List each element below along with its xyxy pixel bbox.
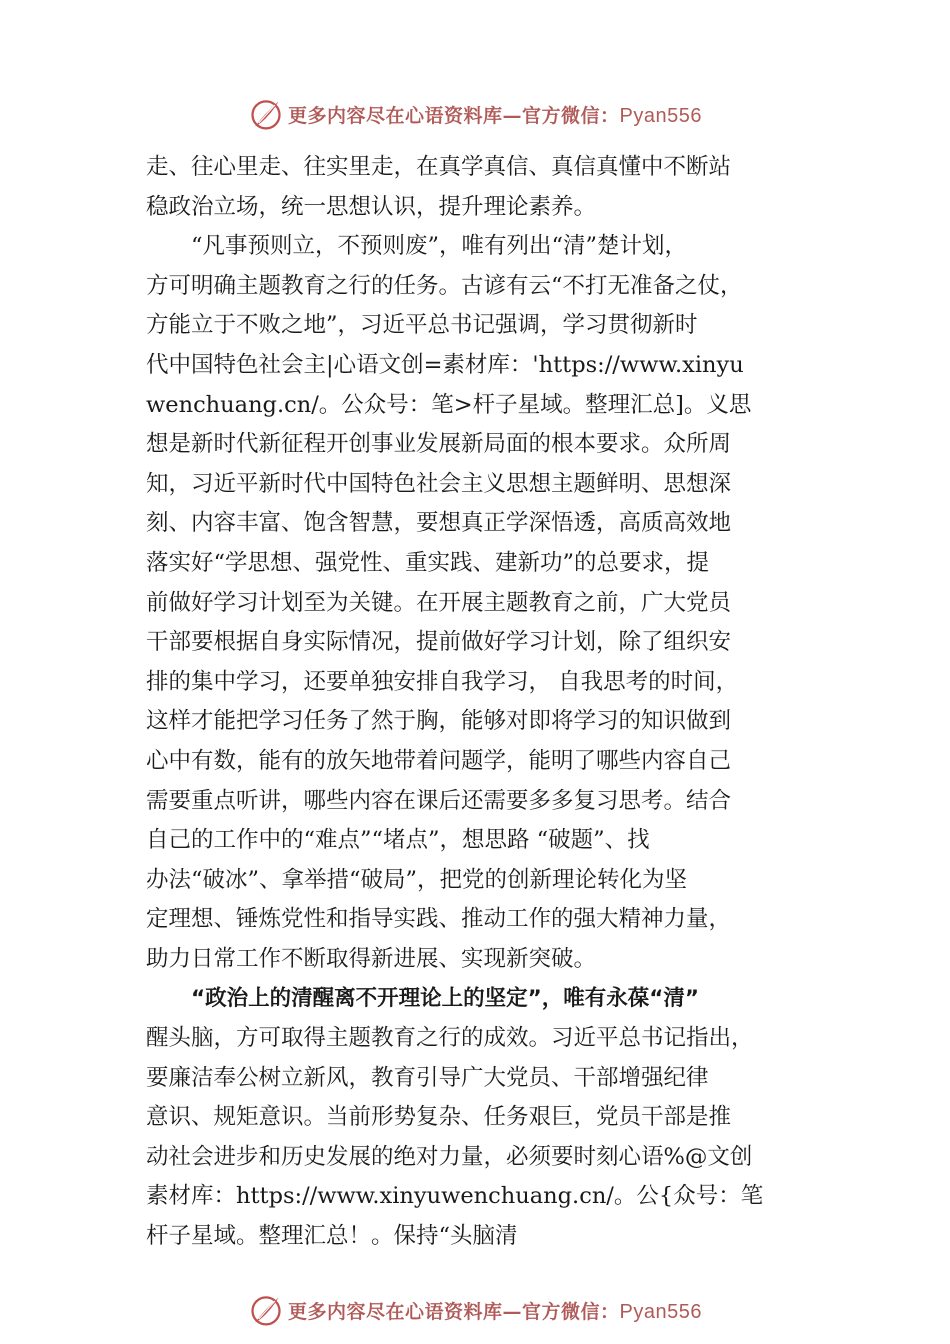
- text-line: 要廉洁奉公树立新风，教育引导广大党员、干部增强纪律: [146, 1064, 709, 1091]
- text-line: 走、往心里走、往实里走，在真学真信、真信真懂中不断站: [146, 154, 732, 180]
- footer-watermark-banner: [0, 1290, 950, 1330]
- text-line: 代中国特色社会主|心语文创=素材库：'https://www.xinyu: [146, 351, 744, 378]
- banner-wechat-id: Pyan556: [619, 1300, 702, 1323]
- text-line: 意识、规矩意识。当前形势复杂、任务艰巨，党员干部是推: [146, 1104, 732, 1131]
- text-line: 方可明确主题教育之行的任务。古谚有云“不打无准备之仗，: [146, 272, 743, 299]
- document-body: [146, 148, 814, 1257]
- text-line: 动社会进步和历史发展的绝对力量，必须要时刻心语%@文创: [146, 1143, 753, 1170]
- text-line: 干部要根据自身实际情况，提前做好学习计划，除了组织安: [146, 629, 732, 656]
- banner-label: 更多内容尽在心语资料库—官方微信：: [288, 1300, 620, 1323]
- text-line: 前做好学习计划至为关键。在开展主题教育之前，广大党员: [146, 589, 732, 616]
- text-line: 自己的工作中的“难点”“堵点”，想思路 “破题”、找: [146, 827, 650, 854]
- banner-text: [288, 101, 702, 128]
- text-line: 排的集中学习，还要单独安排自我学习， 自我思考的时间，: [146, 668, 739, 695]
- text-line: 素材库：https://www.xinyuwenchuang.cn/。公{众号：笔: [146, 1183, 764, 1210]
- quill-logo-icon: [248, 96, 284, 132]
- text-line: 需要重点听讲，哪些内容在课后还需要多多复习思考。结合: [146, 787, 732, 814]
- text-line: 稳政治立场，统一思想认识，提升理论素养。: [146, 193, 597, 220]
- banner-wechat-id: Pyan556: [619, 104, 702, 127]
- text-line: 落实好“学思想、强党性、重实践、建新功”的总要求，提: [146, 549, 710, 576]
- text-line: wenchuang.cn/。公众号：笔>杆子星域。整理汇总]。义思: [146, 391, 752, 418]
- banner-text: [288, 1297, 702, 1324]
- text-line: 醒头脑，方可取得主题教育之行的成效。习近平总书记指出，: [146, 1025, 754, 1052]
- text-line: 心中有数，能有的放矢地带着问题学，能明了哪些内容自己: [146, 747, 732, 774]
- text-line: 这样才能把学习任务了然于胸，能够对即将学习的知识做到: [146, 708, 732, 735]
- quill-logo-icon: [248, 1292, 284, 1328]
- text-line: 助力日常工作不断取得新进展、实现新突破。: [146, 945, 597, 972]
- banner-label: 更多内容尽在心语资料库—官方微信：: [288, 104, 620, 127]
- text-line: 杆子星域。整理汇总！。保持“头脑清: [146, 1223, 518, 1250]
- text-line: 知，习近平新时代中国特色社会主义思想主题鲜明、思想深: [146, 470, 732, 497]
- text-line: 定理想、锤炼党性和指导实践、推动工作的强大精神力量，: [146, 906, 732, 933]
- text-line: 方能立于不败之地”，习近平总书记强调，学习贯彻新时: [146, 312, 698, 339]
- text-line: 想是新时代新征程开创事业发展新局面的根本要求。众所周: [146, 431, 732, 458]
- paragraph-start-line: “凡事预则立，不预则废”，唯有列出“清”楚计划，: [191, 233, 688, 260]
- header-watermark-banner: [0, 94, 950, 134]
- text-line: 刻、内容丰富、饱含智慧，要想真正学深悟透，高质高效地: [146, 510, 732, 537]
- text-line: 办法“破冰”、拿举措“破局”，把党的创新理论转化为坚: [146, 866, 688, 893]
- bold-paragraph-heading: “政治上的清醒离不开理论上的坚定”，唯有永葆“清”: [191, 986, 700, 1012]
